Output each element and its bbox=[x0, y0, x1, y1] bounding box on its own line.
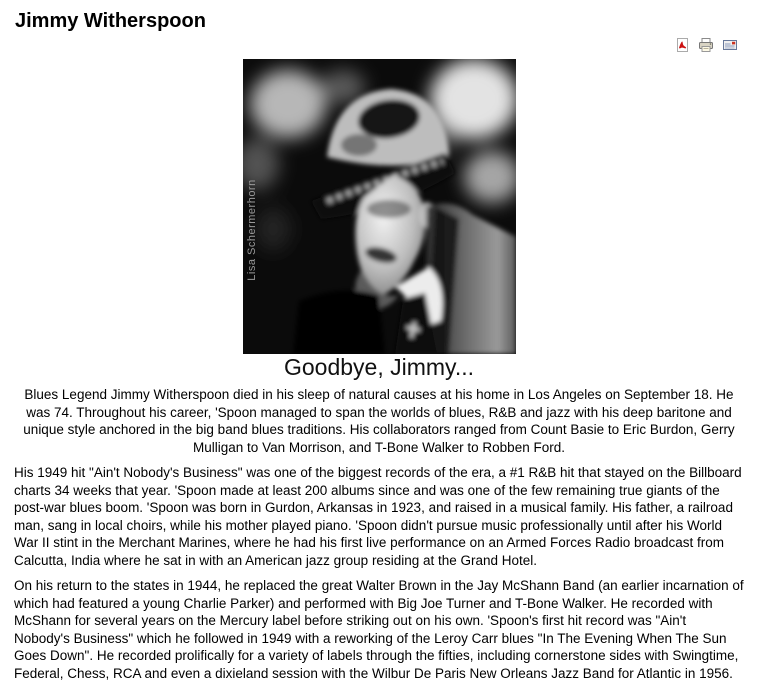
article-paragraph-1: Blues Legend Jimmy Witherspoon died in his sleep of natural causes at his home in Los Angeles on September 18. He was 74. Throughout his career, 'Spoon managed to span the worlds of blues, R&B and jazz with his deep baritone and unique style anchored in the big band blues traditions. His collaborators ranged from Count Basie to Eric Burdon, Gerry Mulligan to Van Morrison, and T-Bone Walker to Robben Ford. bbox=[23, 387, 735, 455]
photo-caption: Goodbye, Jimmy... bbox=[283, 354, 475, 380]
article-paragraph-2: His 1949 hit "Ain't Nobody's Business" was one of the biggest records of the era, a #1 R&B hit that stayed on the Billboard charts 34 weeks that year. 'Spoon made at least 200 albums since and was one of the few remaining true giants of the post-war blues boom. 'Spoon was born in Gurdon, Arkansas in 1923, and raised in a musical family. His father, a railroad man, sang in local choirs, while his mother played piano. 'Spoon didn't pursue music professionally until after his World War II stint in the Merchant Marines, where he had his first live performance on an Armed Forces Radio broadcast from Calcutta, India where he sat in with an American jazz group residing at the Grand Hotel. bbox=[14, 465, 742, 568]
article-photo bbox=[243, 59, 516, 354]
print-icon[interactable] bbox=[698, 37, 714, 53]
portrait-illustration bbox=[243, 59, 516, 354]
photo-credit: Lisa Schermerhorn bbox=[245, 179, 258, 281]
article-toolbar bbox=[0, 37, 738, 53]
email-icon[interactable] bbox=[722, 37, 738, 53]
article-paragraph-3: On his return to the states in 1944, he replaced the great Walter Brown in the Jay McShann Band (an earlier incarnation of which had featured a young Charlie Parker) and performed with Big Joe Turner and T-Bone Walker. He recorded with McShann for several years on the Mercury label before striking out on his own. 'Spoon's first hit record was "Ain't Nobody's Business" which he followed in 1949 with a reworking of the Leroy Carr blues "In The Evening When The Sun Goes Down". He recorded prolifically for a variety of labels through the fifties, including cornerstone sides with Swingtime, Federal, Chess, RCA and even a dixieland session with the Wilbur De Paris New Orleans Jazz Band for Atlantic in 1956. bbox=[14, 578, 744, 681]
pdf-icon[interactable] bbox=[674, 37, 690, 53]
page-title: Jimmy Witherspoon bbox=[15, 10, 206, 32]
